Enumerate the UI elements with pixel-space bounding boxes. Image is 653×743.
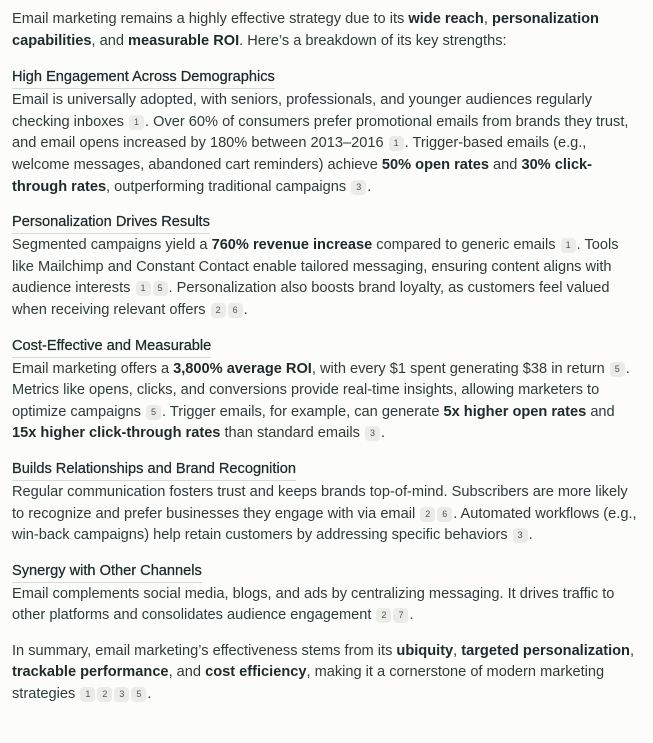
bold-text: ubiquity [396,642,454,659]
bold-text: 5x higher open rates [443,403,587,420]
text: , [453,642,462,659]
citation-badge[interactable]: 2 [376,608,391,623]
text: . Automated workflows (e.g., win-back campaigns) help retain customers by addressing specific behaviors [12,505,637,544]
text: Regular communication fosters trust and keeps brands top-of-mind. Subscribers are more likely to recognize and prefer businesses they engage with via email [12,483,628,522]
text: than standard emails [220,425,365,442]
section-paragraph [12,235,641,321]
citation-badge[interactable]: 6 [437,507,452,522]
text: Email is universally adopted, with seniors, professionals, and younger audiences regularly checking inboxes [12,92,593,130]
section-heading: Personalization Drives Results [12,212,210,234]
text: Email complements social media, blogs, and ads by centralizing messaging. It drives traffic to other platforms and consolidates audience engagement [12,585,615,624]
bold-text: targeted personalization [461,642,630,659]
citation-badge[interactable]: 2 [97,687,112,702]
text: . [381,425,386,442]
section-heading: Cost-Effective and Measurable [12,336,211,358]
section-cost-effective [12,336,641,445]
citation-badge[interactable]: 1 [561,238,576,253]
section-paragraph [12,482,641,547]
text: . Trigger-based emails (e.g., welcome messages, abandoned cart reminders) achieve [12,135,587,173]
citation-badge[interactable]: 2 [211,303,226,318]
text: . [147,686,152,703]
bold-text: trackable performance [12,664,169,681]
text: . [409,607,414,624]
text: . [367,178,372,195]
text: compared to generic emails [372,237,560,254]
bold-text: 30% click-through rates [12,156,593,195]
summary-paragraph [12,641,641,706]
text: , making it a cornerstone of modern marketing strategies [12,664,605,703]
section-high-engagement [12,67,641,198]
citation-badge[interactable]: 6 [228,303,243,318]
intro-paragraph [12,9,641,52]
bold-text: wide reach [408,11,484,27]
citation-badge[interactable]: 1 [129,115,144,130]
text: . Metrics like opens, clicks, and conversions provide real-time insights, allowing marketers to optimize campaigns [12,360,630,420]
bold-text: 50% open rates [381,156,489,173]
citation-badge[interactable]: 2 [420,507,435,522]
section-relationships [12,459,641,547]
citation-badge[interactable]: 3 [351,180,366,195]
citation-badge[interactable]: 7 [393,608,408,623]
text: . Personalization also boosts brand loyalty, as customers feel valued when receiving relevant offers [12,280,610,318]
citation-badge[interactable]: 5 [146,405,161,420]
text: . Over 60% of consumers prefer promotional emails from brands they trust, and email opens increased by 180% between 2013–2016 [12,113,629,152]
section-paragraph [12,584,641,627]
text: . Tools like Mailchimp and Constant Contact enable tailored messaging, ensuring content aligns with audience interests [12,237,619,297]
text: . Trigger emails, for example, can generate [162,403,444,420]
text: . [528,527,533,544]
text: , [629,642,635,659]
section-heading: Synergy with Other Channels [12,561,202,583]
text: Email marketing remains a highly effective strategy due to its [12,11,409,27]
section-heading: Builds Relationships and Brand Recognition [12,459,296,481]
citation-badge[interactable]: 3 [114,687,129,702]
bold-text: 760% revenue increase [211,237,373,254]
text: , and [91,32,129,49]
text: and [488,156,522,173]
citation-badge[interactable]: 5 [153,281,168,296]
citation-badge[interactable]: 1 [389,136,404,151]
section-heading: High Engagement Across Demographics [12,67,275,89]
text: Segmented campaigns yield a [12,237,212,254]
citation-badge[interactable]: 3 [513,528,528,543]
text: . Here’s a breakdown of its key strengths: [239,32,507,49]
citation-badge[interactable]: 3 [365,426,380,441]
text: , with every $1 spent generating $38 in return [311,360,609,377]
citation-badge[interactable]: 1 [80,687,95,702]
citation-badge[interactable]: 5 [131,687,146,702]
text: Email marketing offers a [12,360,174,377]
text: , outperforming traditional campaigns [106,178,351,195]
text: , [483,11,492,27]
bold-text: measurable ROI [128,32,240,49]
bold-text: 3,800% average ROI [173,360,312,377]
text: and [586,403,615,420]
citation-badge[interactable]: 1 [136,281,151,296]
section-synergy [12,561,641,627]
text: . [243,301,248,318]
bold-text: personalization capabilities [12,11,599,49]
bold-text: cost efficiency [205,664,307,681]
citation-badge[interactable]: 5 [610,362,625,377]
bold-text: 15x higher click-through rates [12,425,221,442]
section-paragraph [12,359,641,445]
section-paragraph [12,90,641,198]
text: In summary, email marketing’s effectiveness stems from its [12,642,397,659]
text: , and [168,664,206,681]
section-personalization [12,212,641,321]
